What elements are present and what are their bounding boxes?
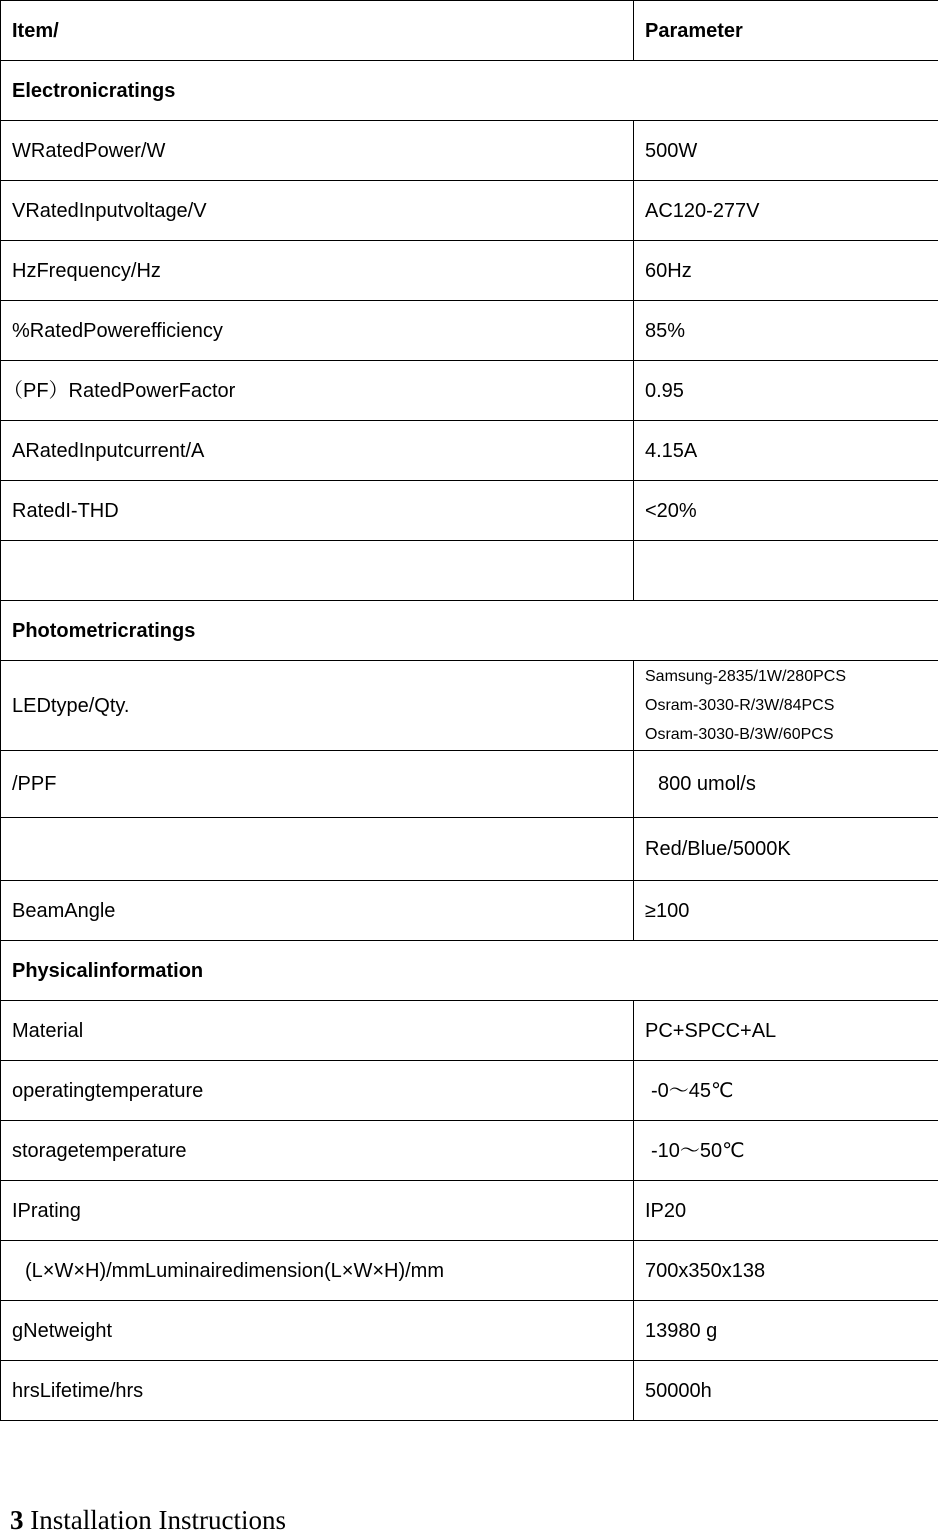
row-value: 500W (634, 121, 938, 181)
section-title-physical: Physicalinformation (1, 941, 938, 1001)
row-label: VRatedInputvoltage/V (1, 181, 634, 241)
row-label: Material (1, 1001, 634, 1061)
row-label (1, 541, 634, 601)
table-row (1, 1361, 938, 1421)
table-row (1, 1241, 938, 1301)
row-label: /PPF (1, 751, 634, 818)
table-row (1, 661, 938, 751)
row-label: %RatedPowerefficiency (1, 301, 634, 361)
table-row (1, 421, 938, 481)
section-number: 3 (10, 1505, 24, 1535)
row-value: IP20 (634, 1181, 938, 1241)
row-label: (L×W×H)/mmLuminairedimension(L×W×H)/mm (1, 1241, 634, 1301)
section-heading-installation (10, 1505, 286, 1535)
row-value: <20% (634, 481, 938, 541)
row-value: 4.15A (634, 421, 938, 481)
table-row (1, 301, 938, 361)
row-value: Red/Blue/5000K (634, 818, 938, 881)
section-row-electronic (1, 61, 938, 121)
led-type-line: Osram-3030-R/3W/84PCS (645, 691, 927, 720)
section-row-physical (1, 941, 938, 1001)
row-value-led-list (634, 661, 938, 751)
row-value: 700x350x138 (634, 1241, 938, 1301)
row-value: PC+SPCC+AL (634, 1001, 938, 1061)
row-value: 85% (634, 301, 938, 361)
table-row (1, 751, 938, 818)
row-value: -0～45℃ (634, 1061, 938, 1121)
section-row-photometric (1, 601, 938, 661)
row-value: AC120-277V (634, 181, 938, 241)
table-row (1, 1061, 938, 1121)
row-label: ARatedInputcurrent/A (1, 421, 634, 481)
led-type-line: Samsung-2835/1W/280PCS (645, 662, 927, 691)
row-value: 0.95 (634, 361, 938, 421)
row-label (1, 818, 634, 881)
table-row (1, 361, 938, 421)
row-label: （PF）RatedPowerFactor (1, 361, 634, 421)
table-row (1, 881, 938, 941)
row-label: HzFrequency/Hz (1, 241, 634, 301)
table-row (1, 241, 938, 301)
row-label: WRatedPower/W (1, 121, 634, 181)
table-row-blank (1, 541, 938, 601)
led-type-line: Osram-3030-B/3W/60PCS (645, 720, 927, 749)
row-label: operatingtemperature (1, 1061, 634, 1121)
table-header-row (1, 1, 938, 61)
table-row (1, 1121, 938, 1181)
row-label: BeamAngle (1, 881, 634, 941)
row-value: 13980 g (634, 1301, 938, 1361)
row-value: 800 umol/s (634, 751, 938, 818)
table-row (1, 1001, 938, 1061)
section-title-electronic: Electronicratings (1, 61, 938, 121)
row-value (634, 541, 938, 601)
table-row (1, 1181, 938, 1241)
row-value: 50000h (634, 1361, 938, 1421)
row-value: 60Hz (634, 241, 938, 301)
header-parameter: Parameter (634, 1, 938, 61)
table-row (1, 1301, 938, 1361)
row-label: gNetweight (1, 1301, 634, 1361)
table-row (1, 481, 938, 541)
row-value: -10～50℃ (634, 1121, 938, 1181)
section-title-photometric: Photometricratings (1, 601, 938, 661)
row-label: hrsLifetime/hrs (1, 1361, 634, 1421)
row-label: storagetemperature (1, 1121, 634, 1181)
header-item: Item/ (1, 1, 634, 61)
row-value: ≥100 (634, 881, 938, 941)
row-label: IPrating (1, 1181, 634, 1241)
table-row (1, 181, 938, 241)
row-label: LEDtype/Qty. (1, 661, 634, 751)
table-row (1, 818, 938, 881)
section-title: Installation Instructions (30, 1505, 286, 1535)
table-row (1, 121, 938, 181)
row-label: RatedI-THD (1, 481, 634, 541)
